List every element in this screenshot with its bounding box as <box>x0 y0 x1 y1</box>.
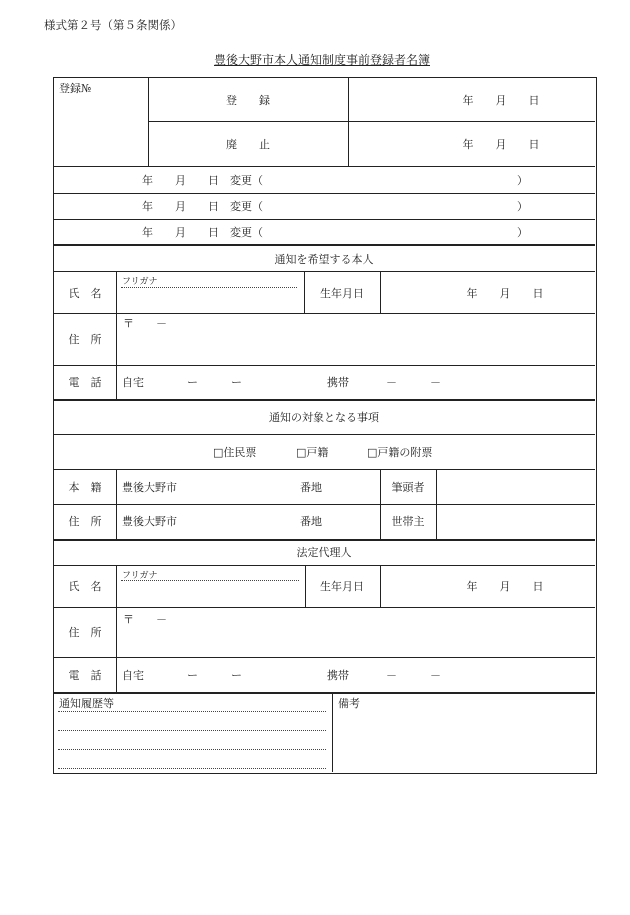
change-line-1 <box>53 193 595 194</box>
change-row-3-close: ） <box>517 226 528 239</box>
person-name-bottom <box>53 313 595 314</box>
subject-address-label: 住 所 <box>68 515 102 528</box>
document-title: 豊後大野市本人通知制度事前登録者名簿 <box>213 53 431 67</box>
agent-label-col <box>116 565 117 692</box>
reg-mid-line <box>148 121 595 122</box>
agent-birth-date: 年 月 日 <box>466 580 544 593</box>
change-bottom-line <box>53 244 595 246</box>
person-mobile-label: 携帯 <box>327 376 349 389</box>
subject-header-line <box>53 434 595 435</box>
hittousha-label: 筆頭者 <box>391 481 425 494</box>
change-row-1-close: ） <box>517 174 528 187</box>
reg-no-label: 登録№ <box>59 82 92 95</box>
agent-home-label: 自宅 <box>122 669 144 682</box>
person-address-label: 住 所 <box>68 333 102 346</box>
subject-section-header: 通知の対象となる事項 <box>269 411 379 424</box>
agent-mobile-dashes: － － <box>386 669 441 682</box>
agent-name-label: 氏 名 <box>68 580 102 593</box>
abolish-label: 廃 止 <box>226 138 270 151</box>
subject-address-banchi: 番地 <box>300 515 322 528</box>
honseki-banchi: 番地 <box>300 481 322 494</box>
subject-row-line <box>53 504 595 505</box>
person-birth-col-2 <box>380 271 381 313</box>
remarks-label: 備考 <box>338 697 360 710</box>
change-row-2-close: ） <box>517 200 528 213</box>
form-number: 様式第２号（第５条関係） <box>44 18 182 32</box>
option-juminhyo: □住民票 <box>213 446 257 459</box>
agent-furigana: フリガナ <box>122 571 158 581</box>
footer-divider <box>332 692 333 772</box>
person-label-col <box>116 271 117 400</box>
change-row-1: 年 月 日 変更（ <box>142 174 263 187</box>
agent-section-bottom <box>53 692 595 694</box>
person-name-label: 氏 名 <box>68 287 102 300</box>
register-date: 年 月 日 <box>462 94 540 107</box>
register-label: 登 録 <box>226 94 270 107</box>
person-home-label: 自宅 <box>122 376 144 389</box>
person-birth-col-1 <box>304 271 305 313</box>
person-birth-label: 生年月日 <box>320 287 364 300</box>
history-label: 通知履歴等 <box>59 697 114 710</box>
agent-section-header: 法定代理人 <box>296 546 352 559</box>
agent-birth-col-2 <box>380 565 381 607</box>
honseki-city: 豊後大野市 <box>122 481 177 494</box>
option-koseki: □戸籍 <box>296 446 329 459</box>
agent-address-bottom <box>53 657 595 658</box>
agent-address-label: 住 所 <box>68 626 102 639</box>
history-line-4 <box>58 768 326 769</box>
person-mobile-dashes: － － <box>386 376 441 389</box>
history-line-1 <box>58 711 326 712</box>
person-birth-date: 年 月 日 <box>466 287 544 300</box>
person-section-header: 通知を希望する本人 <box>274 253 374 266</box>
agent-phone-label: 電 話 <box>68 669 102 682</box>
agent-home-dashes: ー ー <box>187 669 242 682</box>
option-koseki-fuhyo: □戸籍の附票 <box>367 446 433 459</box>
history-line-3 <box>58 749 326 750</box>
person-furigana: フリガナ <box>122 277 158 287</box>
person-header-line <box>53 271 595 272</box>
agent-header-line <box>53 565 595 566</box>
person-phone-label: 電 話 <box>68 376 102 389</box>
subject-options-line <box>53 469 595 470</box>
change-row-3: 年 月 日 変更（ <box>142 226 263 239</box>
setainushi-label: 世帯主 <box>391 515 425 528</box>
change-row-2: 年 月 日 変更（ <box>142 200 263 213</box>
change-line-2 <box>53 219 595 220</box>
abolish-date: 年 月 日 <box>462 138 540 151</box>
person-section-bottom <box>53 399 595 401</box>
person-address-bottom <box>53 365 595 366</box>
agent-birth-col-1 <box>305 565 306 607</box>
agent-mobile-label: 携帯 <box>327 669 349 682</box>
person-postal: 〒 － <box>123 317 167 330</box>
honseki-label: 本 籍 <box>68 481 102 494</box>
subject-section-bottom <box>53 539 595 541</box>
agent-postal: 〒 － <box>123 613 167 626</box>
reg-bottom-line <box>53 166 595 167</box>
agent-name-bottom <box>53 607 595 608</box>
subject-address-city: 豊後大野市 <box>122 515 177 528</box>
history-line-2 <box>58 730 326 731</box>
person-home-dashes: ー ー <box>187 376 242 389</box>
agent-birth-label: 生年月日 <box>320 580 364 593</box>
